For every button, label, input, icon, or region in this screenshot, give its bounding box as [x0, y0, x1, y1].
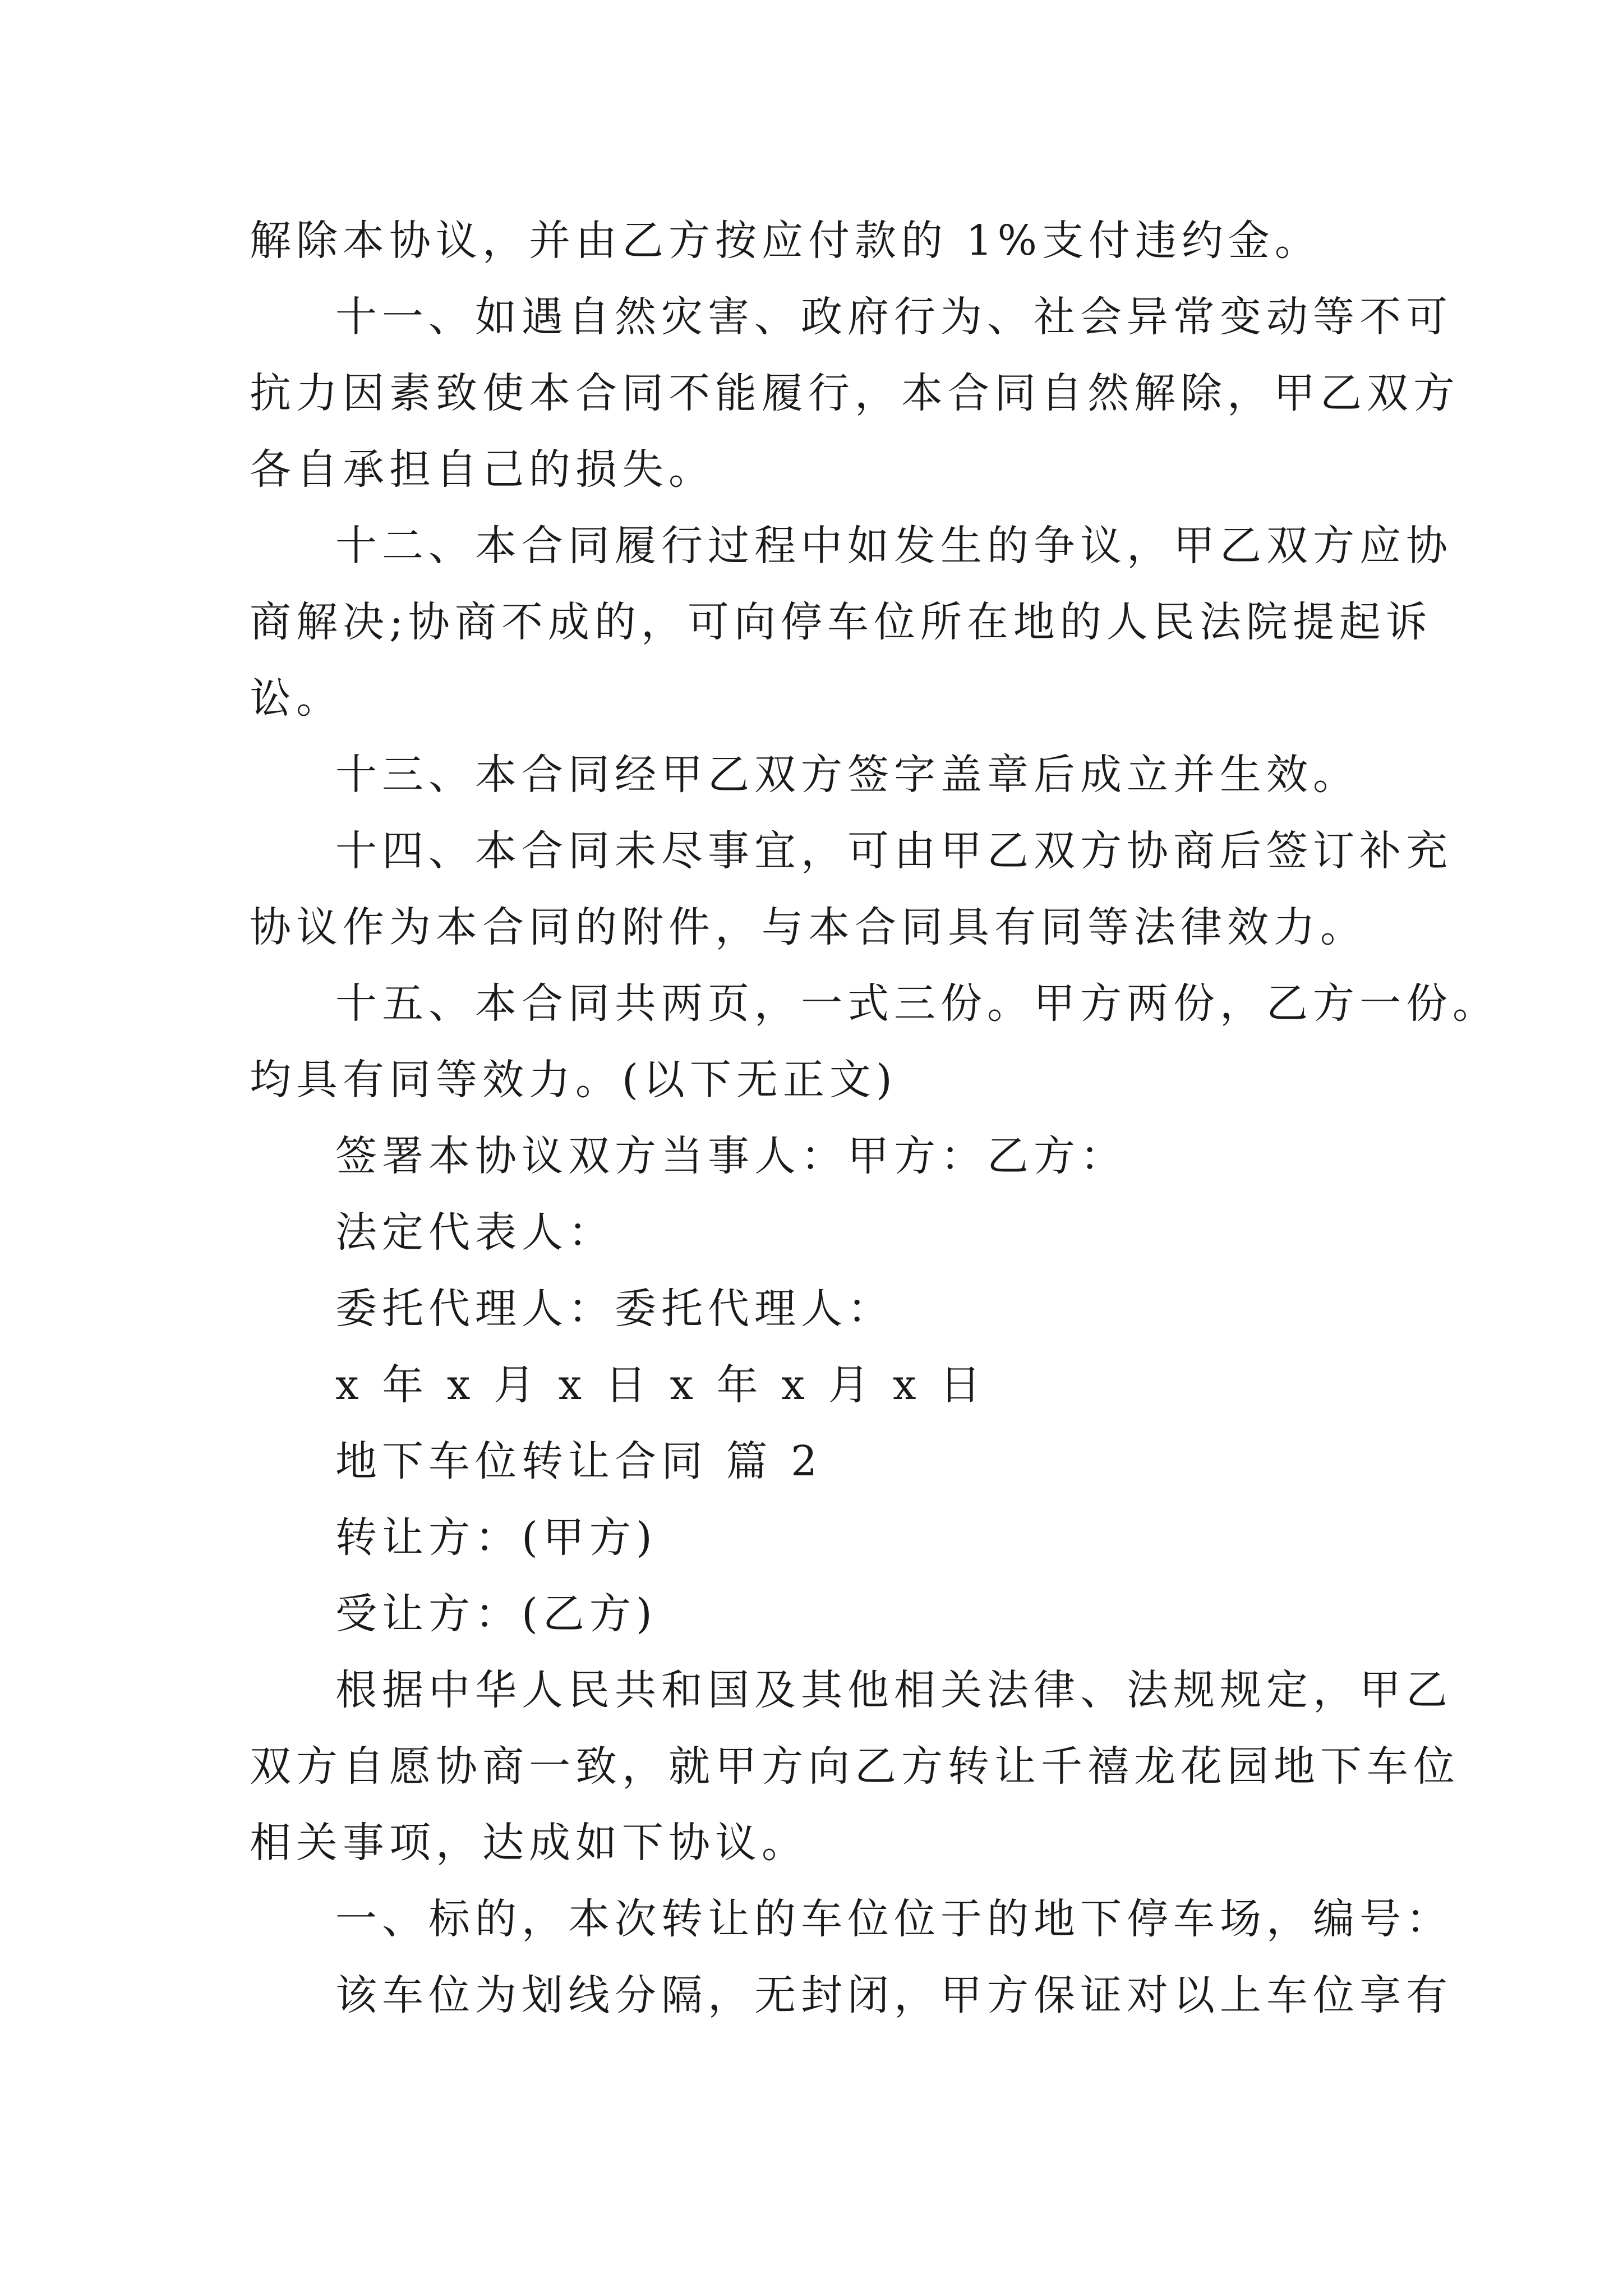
text-line: 受让方：(乙方) — [335, 1590, 657, 1638]
text-line: 均具有同等效力。(以下无正文) — [250, 1056, 897, 1104]
text-line: 法定代表人： — [335, 1208, 615, 1257]
text-line: 商解决;协商不成的，可向停车位所在地的人民法院提起诉 — [250, 598, 1432, 646]
text-line: 双方自愿协商一致，就甲方向乙方转让千禧龙花园地下车位 — [250, 1742, 1460, 1791]
text-line: 一、标的，本次转让的车位位于的地下停车场，编号： — [335, 1895, 1453, 1943]
section-heading: 地下车位转让合同 篇 2 — [335, 1437, 823, 1485]
text-line: 十四、本合同未尽事宜，可由甲乙双方协商后签订补充 — [335, 827, 1453, 875]
text-line: 各自承担自己的损失。 — [250, 445, 715, 494]
text-line: x 年 x 月 x 日 x 年 x 月 x 日 — [335, 1361, 986, 1409]
text-line: 根据中华人民共和国及其他相关法律、法规规定，甲乙 — [335, 1666, 1453, 1714]
text-line: 委托代理人：委托代理人： — [335, 1285, 894, 1333]
text-line: 十二、本合同履行过程中如发生的争议，甲乙双方应协 — [335, 522, 1453, 570]
text-line: 解除本协议，并由乙方按应付款的 1%支付违约金。 — [250, 217, 1321, 265]
text-line: 相关事项，达成如下协议。 — [250, 1819, 808, 1867]
text-line: 该车位为划线分隔，无封闭，甲方保证对以上车位享有 — [335, 1971, 1453, 2019]
text-line: 十五、本合同共两页，一式三份。甲方两份，乙方一份。 — [335, 979, 1499, 1028]
text-line: 十一、如遇自然灾害、政府行为、社会异常变动等不可 — [335, 293, 1453, 341]
text-line: 十三、本合同经甲乙双方签字盖章后成立并生效。 — [335, 751, 1359, 799]
text-line: 抗力因素致使本合同不能履行，本合同自然解除，甲乙双方 — [250, 369, 1460, 417]
text-line: 转让方：(甲方) — [335, 1513, 657, 1562]
text-line: 签署本协议双方当事人：甲方：乙方： — [335, 1132, 1127, 1180]
text-line: 讼。 — [250, 674, 343, 723]
text-line: 协议作为本合同的附件，与本合同具有同等法律效力。 — [250, 903, 1367, 951]
